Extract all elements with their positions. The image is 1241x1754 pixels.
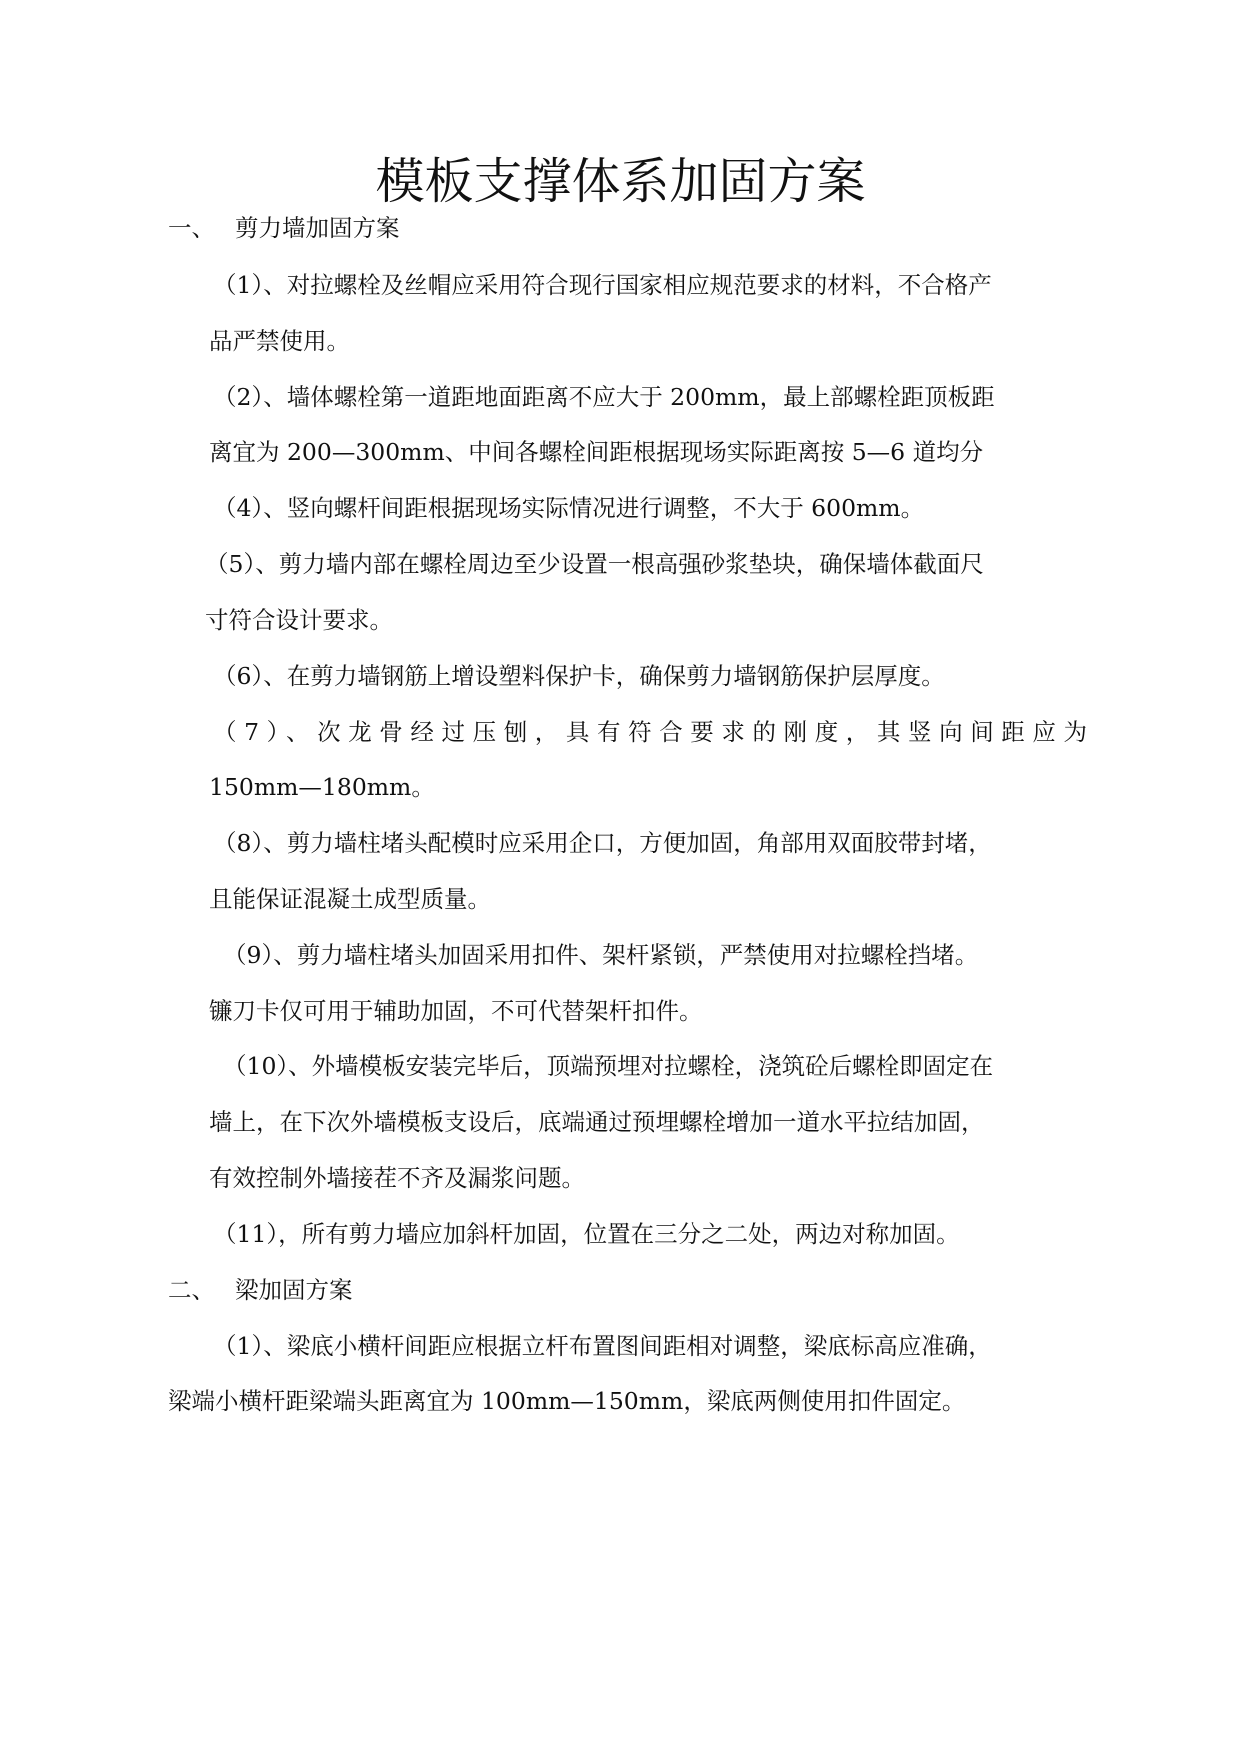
section-number: 二、 xyxy=(168,1276,215,1304)
paragraph-line: 梁端小横杆距梁端头距离宜为 100mm—150mm，梁底两侧使用扣件固定。 xyxy=(168,1387,966,1415)
paragraph-line: （11），所有剪力墙应加斜杆加固，位置在三分之二处，两边对称加固。 xyxy=(213,1220,960,1248)
section-heading: 梁加固方案 xyxy=(235,1276,353,1304)
paragraph-line: 镰刀卡仅可用于辅助加固，不可代替架杆扣件。 xyxy=(209,997,703,1025)
paragraph-line: 150mm—180mm。 xyxy=(209,773,435,801)
paragraph-line: 墙上，在下次外墙模板支设后，底端通过预埋螺栓增加一道水平拉结加固， xyxy=(209,1108,985,1136)
paragraph-line: （6）、在剪力墙钢筋上增设塑料保护卡，确保剪力墙钢筋保护层厚度。 xyxy=(213,662,945,690)
paragraph-line: 品严禁使用。 xyxy=(209,327,350,355)
paragraph-line: 有效控制外墙接茬不齐及漏浆问题。 xyxy=(209,1164,585,1192)
paragraph-line: （7）、次龙骨经过压刨，具有符合要求的刚度，其竖向间距应为 xyxy=(213,718,1095,746)
document-title: 模板支撑体系加固方案 xyxy=(375,153,866,210)
paragraph-line: （8）、剪力墙柱堵头配模时应采用企口，方便加固，角部用双面胶带封堵， xyxy=(213,829,992,857)
paragraph-line: 寸符合设计要求。 xyxy=(205,606,393,634)
paragraph-line: （5）、剪力墙内部在螺栓周边至少设置一根高强砂浆垫块，确保墙体截面尺 xyxy=(205,550,984,578)
paragraph-line: 离宜为 200—300mm、中间各螺栓间距根据现场实际距离按 5—6 道均分 xyxy=(209,438,984,466)
paragraph-line: 且能保证混凝土成型质量。 xyxy=(209,885,491,913)
paragraph-line: （2）、墙体螺栓第一道距地面距离不应大于 200mm，最上部螺栓距顶板距 xyxy=(213,383,995,411)
paragraph-line: （1）、梁底小横杆间距应根据立杆布置图间距相对调整，梁底标高应准确， xyxy=(213,1332,992,1360)
section-number: 一、 xyxy=(168,214,215,242)
paragraph-line: （1）、对拉螺栓及丝帽应采用符合现行国家相应规范要求的材料，不合格产 xyxy=(213,271,992,299)
section-heading: 剪力墙加固方案 xyxy=(235,214,400,242)
paragraph-line: （4）、竖向螺杆间距根据现场实际情况进行调整，不大于 600mm。 xyxy=(213,494,925,522)
paragraph-line: （10）、外墙模板安装完毕后，顶端预埋对拉螺栓，浇筑砼后螺栓即固定在 xyxy=(223,1052,994,1080)
paragraph-line: （9）、剪力墙柱堵头加固采用扣件、架杆紧锁，严禁使用对拉螺栓挡堵。 xyxy=(223,941,979,969)
